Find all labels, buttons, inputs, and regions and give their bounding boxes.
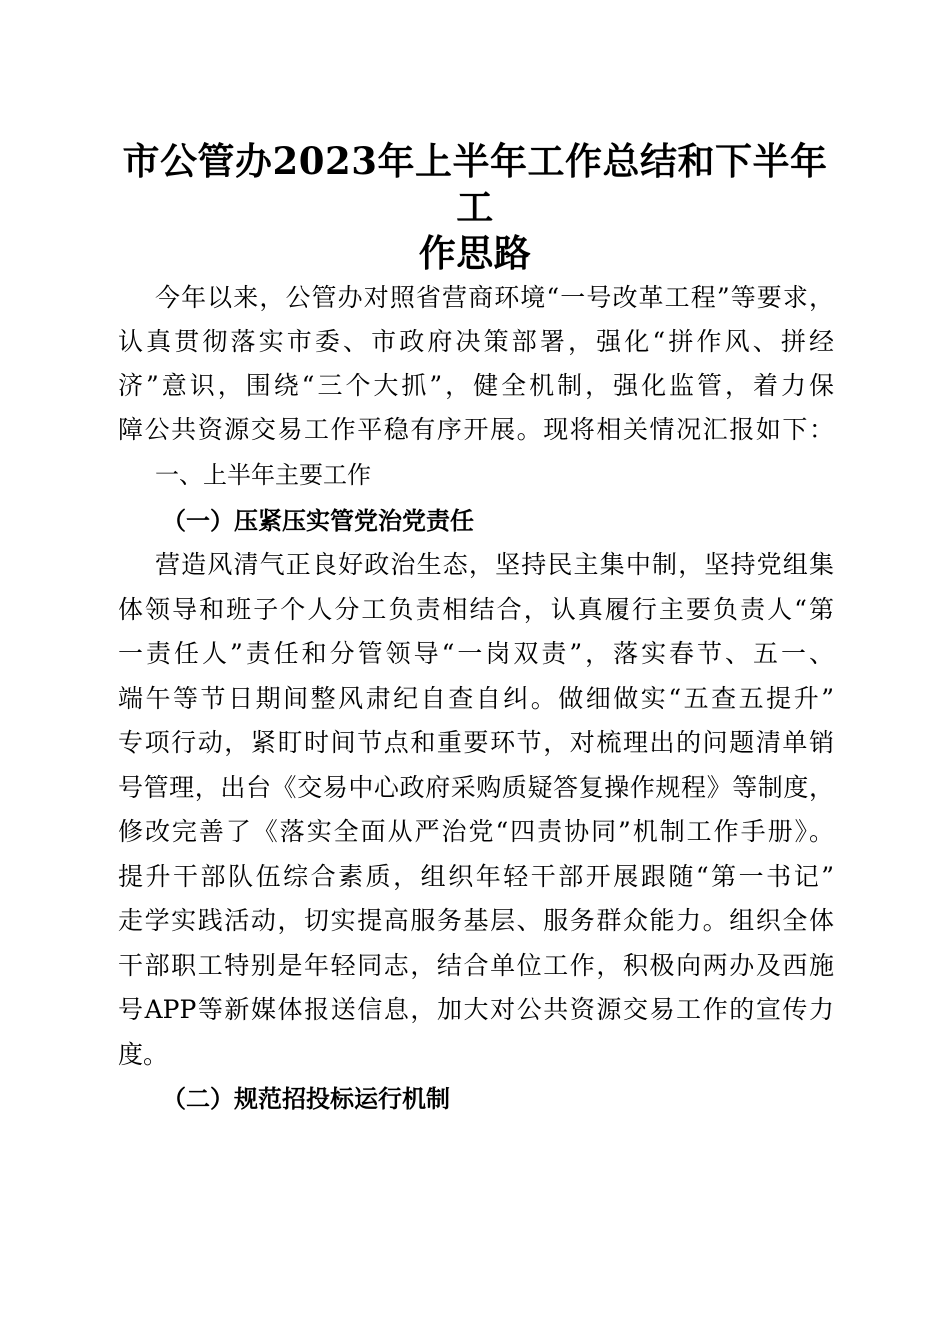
subsection-heading-1: （一）压紧压实管党治党责任	[162, 506, 474, 535]
body-line-2: 体领导和班子个人分工负责相结合，认真履行主要负责人“第	[118, 595, 834, 624]
body-line-10: 干部职工特别是年轻同志，结合单位工作，积极向两办及西施	[118, 951, 834, 980]
body-line-9: 走学实践活动，切实提高服务基层、服务群众能力。组织全体	[118, 906, 834, 935]
intro-line-1: 今年以来，公管办对照省营商环境“一号改革工程”等要求，	[155, 283, 834, 312]
body-line-1: 营造风清气正良好政治生态，坚持民主集中制，坚持党组集	[155, 550, 834, 579]
body-line-5: 专项行动，紧盯时间节点和重要环节，对梳理出的问题清单销	[118, 728, 834, 757]
body-line-4: 端午等节日期间整风肃纪自查自纠。做细做实“五查五提升”	[118, 684, 834, 713]
subsection-heading-2: （二）规范招投标运行机制	[162, 1084, 450, 1113]
intro-line-4: 障公共资源交易工作平稳有序开展。现将相关情况汇报如下：	[118, 415, 834, 444]
document-title	[110, 138, 840, 276]
body-line-8: 提升干部队伍综合素质，组织年轻干部开展跟随“第一书记”	[118, 862, 834, 891]
title-line-2: 作思路	[418, 231, 532, 275]
body-line-12: 度。	[118, 1040, 169, 1069]
section-heading-1: 一、上半年主要工作	[155, 461, 371, 489]
body-line-6: 号管理，出台《交易中心政府采购质疑答复操作规程》等制度，	[118, 773, 834, 802]
body-line-7: 修改完善了《落实全面从严治党“四责协同”机制工作手册》。	[118, 817, 834, 846]
intro-line-2: 认真贯彻落实市委、市政府决策部署，强化“拼作风、拼经	[118, 327, 834, 356]
title-line-1: 市公管办2023年上半年工作总结和下半年工	[122, 139, 828, 229]
intro-line-3: 济”意识，围绕“三个大抓”，健全机制，强化监管，着力保	[118, 371, 834, 400]
body-line-11: 号APP等新媒体报送信息，加大对公共资源交易工作的宣传力	[118, 995, 834, 1024]
body-line-3: 一责任人”责任和分管领导“一岗双责”，落实春节、五一、	[118, 639, 834, 668]
